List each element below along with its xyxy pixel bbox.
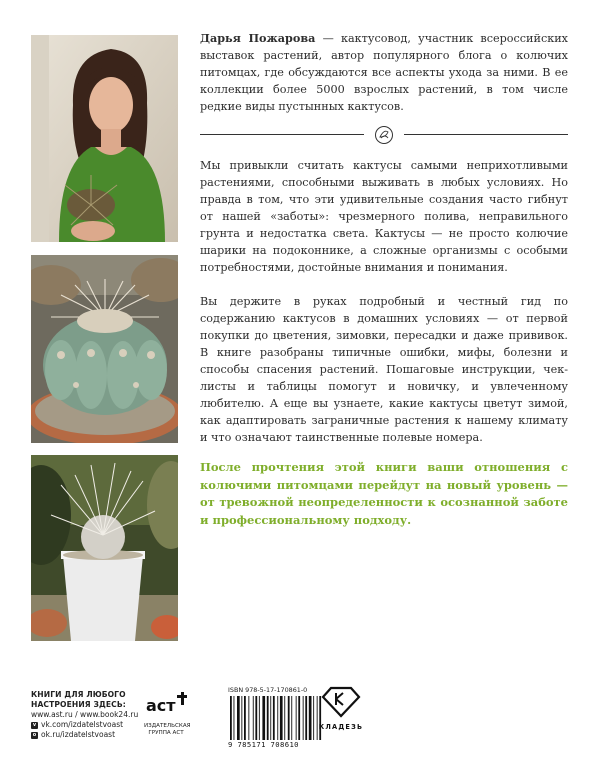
promo-title: КНИГИ ДЛЯ ЛЮБОГО [31,690,126,699]
promo-link[interactable] [31,730,141,740]
author-bio [200,30,568,115]
ok-icon: o [32,731,37,738]
barcode [228,696,326,740]
promo-link-text: vk.com/izdatelstvoast [41,720,124,729]
publisher-caption [144,723,191,737]
promo-link[interactable] [31,720,141,730]
imprint-logo [318,686,364,731]
promo-block [31,690,141,740]
promo-link-text: www.ast.ru / www.book24.ru [31,710,139,719]
promo-link[interactable] [31,710,141,720]
promo-link-text: ok.ru/izdatelstvoast [41,730,116,739]
description-paragraph: Мы привыкли считать кактусы самыми неприхотливыми растениями, способными выживать в любых условиях. Но правда в том, что эти удивительные создания часто гибнут от нашей «заботы»: чрезмерного полива, неправильного грунта и недостатка света. Кактусы — не просто колючие шарики на подоконнике, а сложные организмы с особыми потребностями, достойные внимания и понимания. [200,159,568,274]
publisher-logo [144,691,191,737]
publisher-caption-line: ИЗДАТЕЛЬСКАЯ [144,723,191,729]
svg-text:аст: аст [146,696,176,715]
promo-title: НАСТРОЕНИЯ ЗДЕСЬ: [31,700,126,709]
isbn-label: ISBN 978-5-17-170861-0 [228,686,308,694]
ast-logo-icon [144,691,188,717]
cactus-emblem-icon [374,125,394,145]
author-name: Дарья Пожарова [200,31,316,45]
highlight-quote: После прочтения этой книги ваши отношения с колючими питомцами перейдут на новый уровень — от тревожной неопределенности к осознанной заботе и профессиональному подходу. [200,460,568,527]
barcode-digits: 9 785171 708610 [228,740,299,749]
vk-icon: v [32,721,37,728]
description-paragraph: Вы держите в руках подробный и честный гид по содержанию кактусов в домашних условиях — от первой покупки до цветения, зимовки, пересадки и даже прививок. В книге разобраны типичные ошибки, мифы, болезни и способы спасения растений. Пошаговые инструкции, чек-листы и таблицы помогут и новичку, и увлеченному любителю. А еще вы узнаете, какие кактусы цветут зимой, как адаптировать заграничные растения к нашему климату и что означают таинственные полевые номера. [200,295,568,444]
isbn-block [228,686,326,749]
imprint-name: КЛАДЕЗЬ [318,723,364,731]
cactus-photo [31,255,178,443]
divider [200,125,568,145]
kladez-diamond-icon [321,686,361,718]
author-bio-text: — кактусовод, участник всероссийских выставок растений, автор популярного блога о колючих питомцах, где обсуждаются все аспекты ухода за ними. В ее коллекции более 5000 взрослых растений, в том числе редкие виды пустынных кактусов. [200,32,568,113]
publisher-caption-line: ГРУППА АСТ [148,730,184,736]
cactus-photo [31,455,178,641]
author-photo [31,35,178,242]
